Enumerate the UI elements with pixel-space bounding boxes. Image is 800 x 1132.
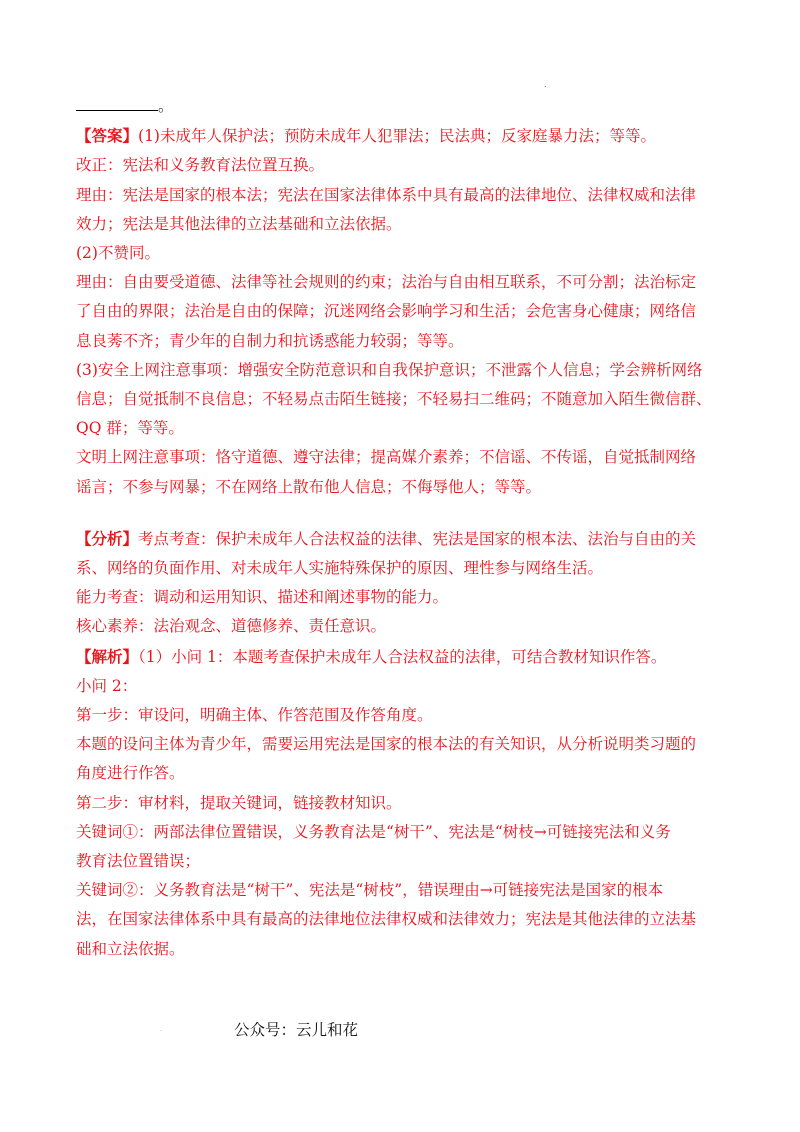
explanation-line: [76, 642, 736, 672]
analysis-line: 能力考查：调动和运用知识、描述和阐述事物的能力。: [76, 588, 449, 607]
explanation-line: 小问 2：: [76, 676, 138, 695]
answer-line: 信息；自觉抵制不良信息；不轻易点击陌生链接；不轻易扫二维码；不随意加入陌生微信群、: [76, 390, 712, 409]
answer-line: 理由：宪法是国家的根本法；宪法在国家法律体系中具有最高的法律地位、法律权威和法律: [76, 185, 697, 204]
analysis-line: [76, 524, 736, 554]
answer-line: QQ 群；等等。: [76, 419, 184, 438]
answer-line: (2)不赞同。: [76, 244, 160, 263]
explanation-line: 第二步：审材料，提取关键词，链接教材知识。: [76, 793, 402, 812]
answer-line: 了自由的界限；法治是自由的保障；沉迷网络会影响学习和生活；会危害身心健康；网络信: [76, 302, 697, 321]
answer-line: [76, 121, 736, 151]
explanation-line: 关键词②：义务教育法是“树干”、宪法是“树枝”，错误理由→可链接宪法是国家的根本: [76, 881, 664, 900]
explanation-line: 本题的设问主体为青少年，需要运用宪法是国家的根本法的有关知识，从分析说明类习题的: [76, 735, 697, 754]
footer-watermark: 公众号：云儿和花: [234, 1021, 359, 1039]
explanation-line: 关键词①：两部法律位置错误，义务教育法是“树干”、宪法是“树枝→可链接宪法和义务: [76, 822, 671, 841]
analysis-text: 考点考查：保护未成年人合法权益的法律、宪法是国家的根本法、法治与自由的关: [138, 529, 697, 548]
blank-line: [76, 92, 736, 121]
answer-line: 改正：宪法和义务教育法位置互换。: [76, 156, 325, 175]
answer-line: 息良莠不齐；青少年的自制力和抗诱惑能力较弱；等等。: [76, 331, 464, 350]
answer-line: 效力；宪法是其他法律的立法基础和立法依据。: [76, 214, 402, 233]
explanation-line: 角度进行作答。: [76, 764, 185, 783]
section-gap: [76, 502, 736, 524]
answer-line: 谣言；不参与网暴；不在网络上散布他人信息；不侮辱他人；等等。: [76, 477, 542, 496]
answer-line: 文明上网注意事项：恪守道德、遵守法律；提高媒介素养；不信谣、不传谣，自觉抵制网络: [76, 448, 697, 467]
answer-text: (1)未成年人保护法；预防未成年人犯罪法；民法典；反家庭暴力法；等等。: [138, 127, 656, 146]
explanation-text: （1）小问 1：本题考查保护未成年人合法权益的法律，可结合教材知识作答。: [138, 647, 667, 666]
footer-mark: .: [160, 1026, 162, 1033]
answer-line: 理由：自由要受道德、法律等社会规则的约束；法治与自由相互联系，不可分割；法治标定: [76, 273, 697, 292]
explanation-line: 础和立法依据。: [76, 939, 185, 958]
analysis-line: 系、网络的负面作用、对未成年人实施特殊保护的原因、理性参与网络生活。: [76, 559, 604, 578]
explanation-tag: 【解析】: [76, 646, 139, 666]
analysis-tag: 【分析】: [76, 528, 139, 548]
explanation-line: 第一步：审设问，明确主体、作答范围及作答角度。: [76, 706, 433, 725]
explanation-line: 教育法位置错误；: [76, 852, 201, 871]
blank-suffix: 。: [158, 97, 174, 115]
answer-tag: 【答案】: [76, 126, 139, 146]
analysis-line: 核心素养：法治观念、道德修养、责任意识。: [76, 617, 387, 636]
answer-content: [76, 92, 736, 964]
explanation-line: 法，在国家法律体系中具有最高的法律地位法律权威和法律效力；宪法是其他法律的立法基: [76, 910, 697, 929]
fill-blank: [76, 96, 158, 111]
answer-line: (3)安全上网注意事项：增强安全防范意识和自我保护意识；不泄露个人信息；学会辨析网络: [76, 360, 703, 379]
top-mark: .: [544, 80, 547, 89]
